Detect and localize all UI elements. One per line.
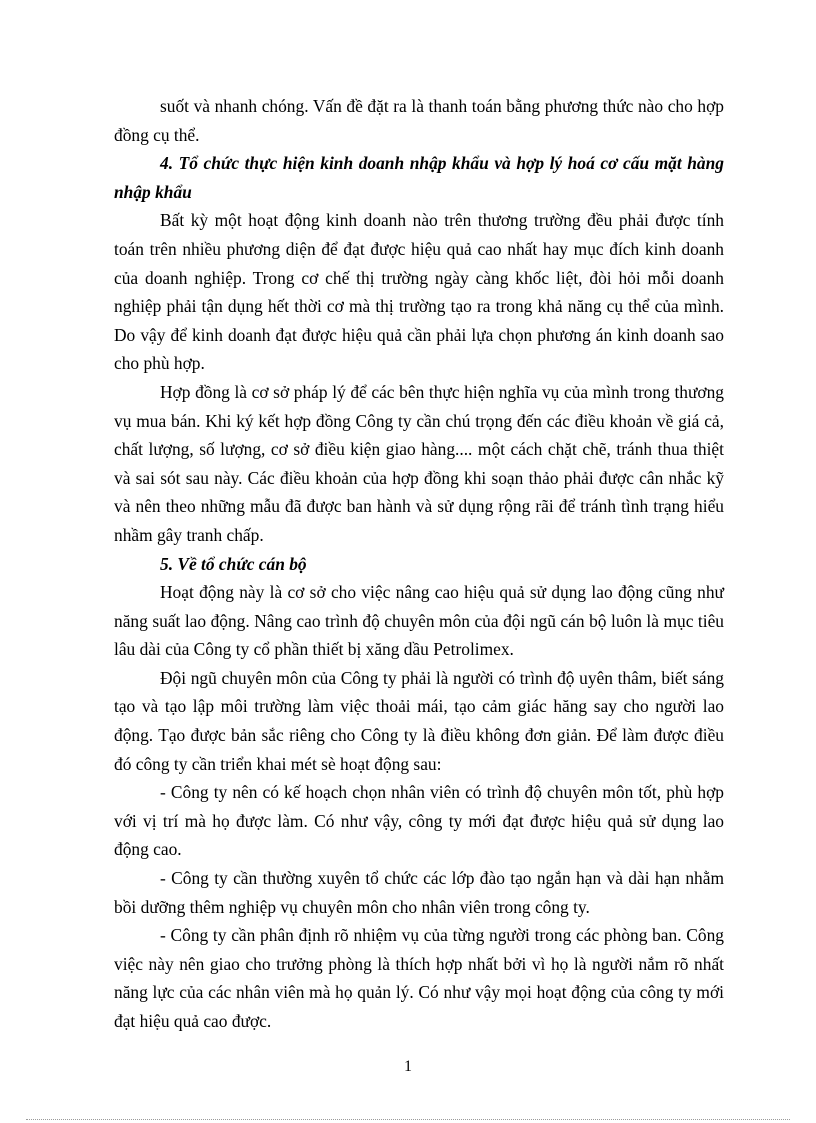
section-heading-5: 5. Về tổ chức cán bộ xyxy=(160,553,307,574)
page-bottom-divider xyxy=(26,1119,790,1120)
paragraph: Đội ngũ chuyên môn của Công ty phải là người có trình độ uyên thâm, biết sáng tạo và tạo lập môi trường làm việc thoải mái, tạo cảm giác hăng say cho người lao động. Tạo được bản sắc riêng cho Công ty là điều không đơn giản. Để làm được điều đó công ty cần triển khai mét sè hoạt động sau: xyxy=(114,667,724,774)
list-item: - Công ty cần thường xuyên tổ chức các lớp đào tạo ngắn hạn và dài hạn nhằm bồi dưỡng thêm nghiệp vụ chuyên môn cho nhân viên trong công ty. xyxy=(114,868,724,917)
list-item: - Công ty cần phân định rõ nhiệm vụ của từng người trong các phòng ban. Công việc này nên giao cho trưởng phòng là thích hợp nhất bởi vì họ là người nắm rõ nhất năng lực của các nhân viên mà họ quản lý. Có như vậy mọi hoạt động của công ty mới đạt hiệu quả cao được. xyxy=(114,925,724,1031)
document-body xyxy=(114,92,724,1036)
paragraph-continuation: suốt và nhanh chóng. Vấn đề đặt ra là thanh toán bằng phương thức nào cho hợp đồng cụ thể. xyxy=(114,96,724,145)
paragraph: Hoạt động này là cơ sở cho việc nâng cao hiệu quả sử dụng lao động cũng như năng suất lao động. Nâng cao trình độ chuyên môn của đội ngũ cán bộ luôn là mục tiêu lâu dài của Công ty cổ phần thiết bị xăng dầu Petrolimex. xyxy=(114,582,724,660)
paragraph: Bất kỳ một hoạt động kinh doanh nào trên thương trường đều phải được tính toán trên nhiều phương diện để đạt được hiệu quả cao nhất hay mục đích kinh doanh của doanh nghiệp. Trong cơ chế thị trường ngày càng khốc liệt, đòi hỏi mỗi doanh nghiệp phải tận dụng hết thời cơ mà thị trường tạo ra trong khả năng cụ thể của mình. Do vậy để kinh doanh đạt được hiệu quả cần phải lựa chọn phương án kinh doanh sao cho phù hợp. xyxy=(114,210,724,374)
page-number: 1 xyxy=(404,1058,412,1075)
list-item: - Công ty nên có kế hoạch chọn nhân viên có trình độ chuyên môn tốt, phù hợp với vị trí mà họ được làm. Có như vậy, công ty mới đạt được hiệu quả sử dụng lao động cao. xyxy=(114,782,724,860)
section-heading-4: 4. Tổ chức thực hiện kinh doanh nhập khẩu và hợp lý hoá cơ cấu mặt hàng nhập khẩu xyxy=(114,153,724,202)
paragraph: Hợp đồng là cơ sở pháp lý để các bên thực hiện nghĩa vụ của mình trong thương vụ mua bán. Khi ký kết hợp đồng Công ty cần chú trọng đến các điều khoản về giá cả, chất lượng, số lượng, cơ sở điều kiện giao hàng.... một cách chặt chẽ, tránh thua thiệt và sai sót sau này. Các điều khoản của hợp đồng khi soạn thảo phải được cân nhắc kỹ và nên theo những mẫu đã được ban hành và sử dụng rộng rãi để tránh tình trạng hiểu nhầm gây tranh chấp. xyxy=(114,381,724,545)
